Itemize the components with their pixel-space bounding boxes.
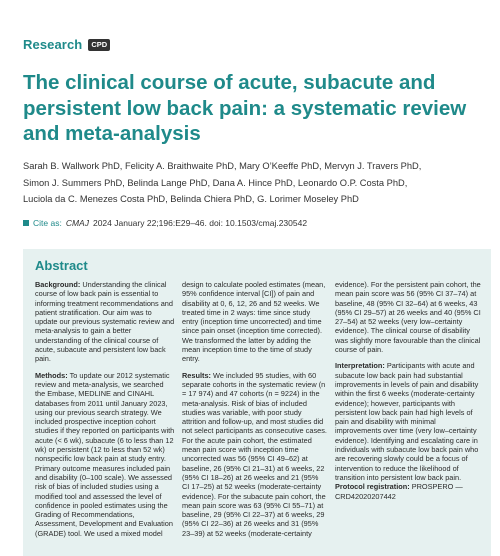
author-line: Sarah B. Wallwork PhD, Felicity A. Braithwaite PhD, Mary O’Keeffe PhD, Mervyn J. Travers PhD,	[23, 161, 422, 171]
cpd-badge: CPD	[88, 39, 110, 51]
results-heading: Results:	[182, 370, 211, 380]
registration-heading: Protocol registration:	[335, 482, 410, 492]
abstract-column-2	[182, 280, 327, 545]
interpretation-heading: Interpretation:	[335, 361, 385, 371]
abstract-column-1	[35, 280, 175, 545]
citation	[23, 218, 483, 228]
results-paragraph	[182, 371, 327, 538]
interpretation-text: Participants with acute and subacute low back pain had substantial improvements in levels of pain and disability within the first 6 weeks (moderate-certainty evidence); however, participants with persistent low back pain had high levels of pain and disability with minimal improvements over time (very low–certainty evidence). Identifying and escalating care in individuals with subacute low back pain who are recovering slowly could be a focus of intervention to reduce the likelihood of transition into persistent low back pain.	[335, 361, 479, 482]
background-heading: Background:	[35, 280, 81, 289]
author-line: Simon J. Summers PhD, Belinda Lange PhD, Dana A. Hince PhD, Leonardo O.P. Costa PhD,	[23, 177, 408, 188]
interpretation-paragraph	[335, 361, 483, 500]
section-label: Research	[23, 37, 83, 52]
methods-heading: Methods:	[35, 370, 68, 380]
registration-text: PROSPERO — CRD42020207442	[335, 482, 463, 501]
cite-label: Cite as:	[33, 218, 62, 228]
section-heading	[23, 37, 110, 52]
abstract-heading: Abstract	[35, 258, 88, 273]
continued-paragraph	[182, 280, 327, 364]
background-text: Understanding the clinical course of low back pain is essential to informing treatment recommendations and patient stratification. Our aim was to update our previous systematic review and meta-analysis to gain a better understanding of the clinical course of acute, subacute and persistent low back pain.	[35, 280, 175, 364]
cite-details: 2024 January 22;196:E29–46. doi: 10.1503/cmaj.230542	[92, 218, 308, 228]
methods-text: To update our 2012 systematic review and meta-analysis, we searched the Embase, MEDLINE and CINAHL databases from 2011 until January 2023, using our previous search strategy. We included prospective inception cohort studies if they reported on participants with acute (< 6 wk), subacute (6 to less than 12 wk) or persistent (12 to less than 52 wk) nonspecific low back pain at study entry. Primary outcome measures included pain and disability (0–100 scale). We assessed risk of bias of included studies using a modified tool and assessed the level of confidence in pooled estimates using the Grading of Recommendations, Assessment, Development and Evaluation (GRADE) tool. We used a mixed model	[35, 370, 175, 538]
author-line: Luciola da C. Menezes Costa PhD, Belinda Chiera PhD, G. Lorimer Moseley PhD	[23, 194, 359, 204]
abstract-column-3	[335, 280, 483, 508]
article-title: The clinical course of acute, subacute and persistent low back pain: a systematic review and meta-analysis	[23, 71, 467, 145]
methods-paragraph	[35, 371, 175, 538]
cite-journal: CMAJ	[65, 218, 89, 228]
results-text: We included 95 studies, with 60 separate cohorts in the systematic review (n = 17 974) and 47 cohorts (n = 9224) in the meta-analysis. Risk of bias of included studies was variable, with poor study attrition and follow-up, and most studies did not select participants as consecutive cases. For the acute pain cohort, the estimated mean pain score with inception time uncorrected was 56 (95% CI 49–62) at baseline, 26 (95% CI 21–31) at 6 weeks, 22 (95% CI 18–26) at 26 weeks and 21 (95% CI 17–25) at 52 weeks (moderate-certainty evidence). For the subacute pain cohort, the mean pain score was 63 (95% CI 55–71) at baseline, 29 (95% CI 22–37) at 6 weeks, 29 (95% CI 22–36) at 26 weeks and 31 (95% 23–39) at 52 weeks (moderate-certainty	[182, 370, 327, 538]
author-list	[23, 158, 483, 208]
continued-paragraph	[335, 280, 483, 354]
continued-text: design to calculate pooled estimates (mean, 95% confidence interval [CI]) of pain and disability at 0, 6, 12, 26 and 52 weeks. We treated time in 2 ways: time since study entry (inception time uncorrected) and time since pain onset (inception time corrected). We transformed the latter by adding the mean inception time to the time of study entry.	[182, 280, 326, 364]
background-paragraph	[35, 280, 175, 364]
bullet-square-icon	[23, 220, 29, 226]
abstract-box	[23, 249, 491, 556]
continued-text: evidence). For the persistent pain cohort, the mean pain score was 56 (95% CI 37–74) at baseline, 48 (95% CI 32–64) at 6 weeks, 43 (95% CI 29–57) at 26 weeks and 40 (95% CI 27–54) at 52 weeks (very low–certainty evidence). The clinical course of disability was slightly more favourable than the clinical course of pain.	[335, 280, 481, 355]
